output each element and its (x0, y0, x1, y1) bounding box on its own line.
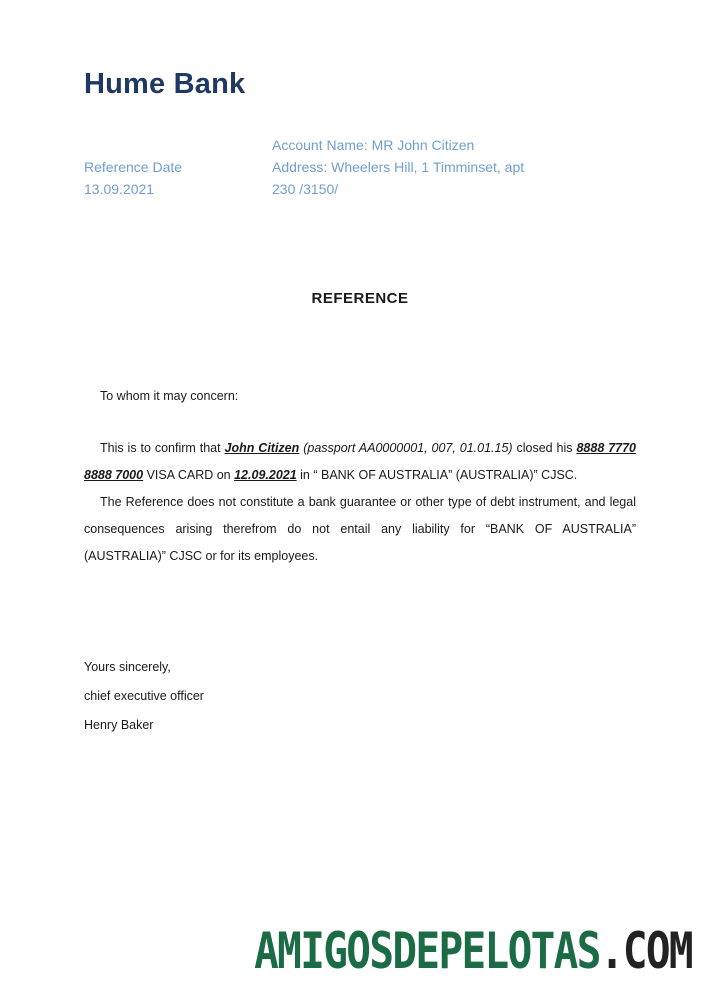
address-word: Address: (272, 159, 328, 175)
paragraph-1 (84, 435, 636, 489)
reference-date-block (84, 156, 182, 200)
reference-date-value: 13.09.2021 (84, 181, 155, 197)
address-line-1 (272, 156, 568, 178)
closing-date: 12.09.2021 (234, 468, 297, 482)
reference-date-label: Reference Date (84, 159, 183, 175)
address-line-2: 230 /3150/ (272, 181, 339, 197)
address-word: 1 (421, 159, 430, 175)
signer-name: Henry Baker (84, 718, 154, 732)
watermark (254, 922, 692, 980)
address-word: Hill, (394, 159, 418, 175)
address-word: apt (504, 159, 525, 175)
address-word: Wheelers (331, 159, 391, 175)
p1-text-b: closed his (512, 441, 577, 455)
paragraph-2 (84, 489, 636, 570)
p1-text-c: VISA CARD on (143, 468, 235, 482)
card-number: 8888 7770 8888 7000 (84, 441, 637, 482)
account-block (272, 134, 572, 200)
account-name: Account Name: MR John Citizen (272, 137, 475, 153)
signer-position: chief executive officer (84, 689, 204, 703)
p1-text-d: in “ BANK OF AUSTRALIA” (AUSTRALIA)” CJSC. (296, 468, 578, 482)
greeting: To whom it may concern: (100, 389, 239, 403)
customer-name: John Citizen (224, 441, 300, 455)
closing-block (84, 660, 204, 732)
p1-text-a: This is to confirm that (100, 441, 225, 455)
document-title: REFERENCE (311, 290, 409, 307)
p2-text: The Reference does not constitute a bank guarantee or other type of debt instrument, and legal consequences arising therefrom do not entail any liability for “BANK OF AUSTRALIA” (AUSTRALIA)” CJSC or for its employees. (84, 495, 636, 563)
passport-details: (passport AA0000001, 007, 01.01.15) (299, 441, 513, 455)
salutation: Yours sincerely, (84, 660, 171, 674)
address-word: Timminset, (432, 159, 501, 175)
watermark-tld: .COM (599, 922, 692, 980)
bank-name: Hume Bank (84, 68, 246, 100)
body-text (84, 435, 636, 570)
watermark-main: AMIGOSDEPELOTAS (254, 922, 600, 980)
